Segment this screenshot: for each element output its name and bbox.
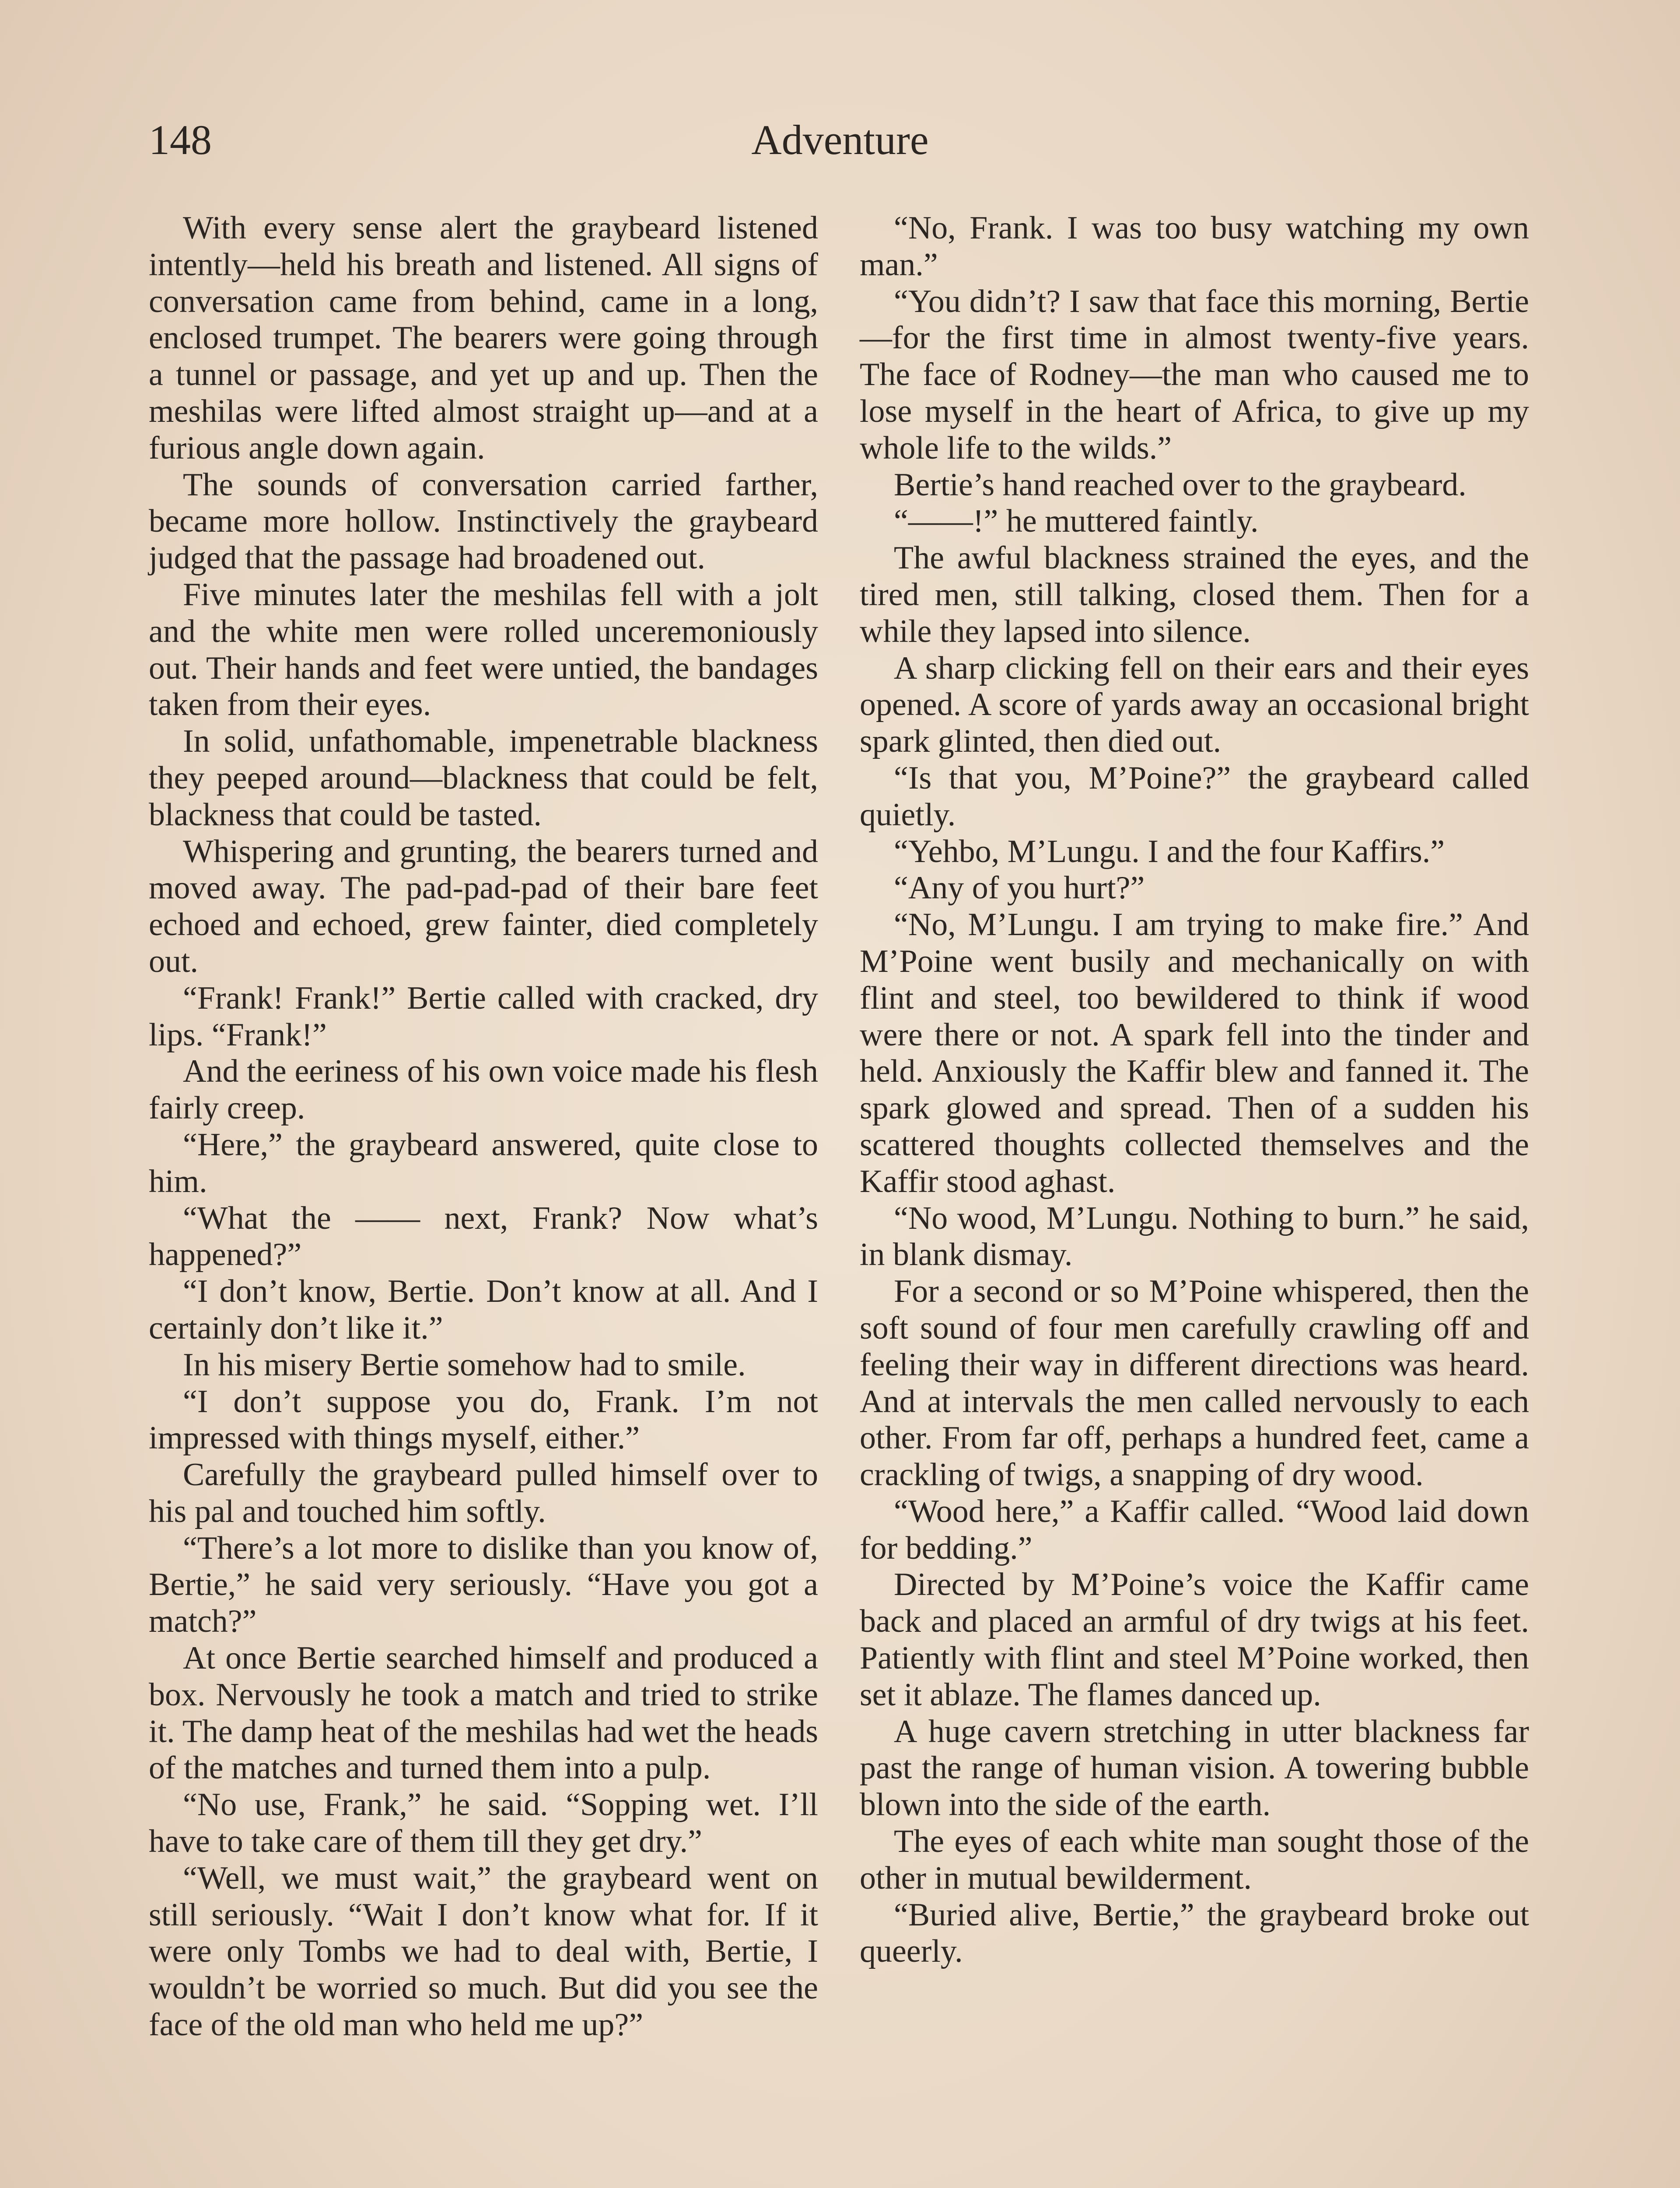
paragraph: “Any of you hurt?” [894,870,1145,906]
paragraph: For a second or so M’Poine whispered, then the soft sound of four men carefully crawling off and feeling their way in different directions was heard. And at intervals the men called nervously to each other. From far off, perhaps a hundred feet, came a crackling of twigs, a snapping of dry wood. [860,1273,1529,1493]
paragraph: “Wood here,” a Kaffir called. “Wood laid down for bedding.” [860,1493,1529,1566]
paragraph: “Well, we must wait,” the graybeard went on still seriously. “Wait I don’t know what for. If it were only Tombs we had to deal with, Bertie, I wouldn’t be worried so much. But did you see the face of the old man who held me up?” [149,1860,818,2043]
paragraph: At once Bertie searched himself and produced a box. Nervously he took a match and tried to strike it. The damp heat of the meshilas had wet the heads of the matches and turned them into a pulp. [149,1640,818,1786]
right-column [860,210,1529,1970]
paragraph: Carefully the graybeard pulled himself over to his pal and touched him softly. [149,1457,818,1529]
paragraph: Bertie’s hand reached over to the graybeard. [894,466,1466,503]
paragraph: Five minutes later the meshilas fell with a jolt and the white men were rolled unceremoniously out. Their hands and feet were untied, the bandages taken from their eyes. [149,576,818,723]
paragraph: A sharp clicking fell on their ears and their eyes opened. A score of yards away an occasional bright spark glinted, then died out. [860,650,1529,760]
paragraph: “I don’t suppose you do, Frank. I’m not impressed with things myself, either.” [149,1383,818,1456]
paragraph: “You didn’t? I saw that face this morning, Bertie—for the first time in almost twenty-five years. The face of Rodney—the man who caused me to lose myself in the heart of Africa, to give up my whole life to the wilds.” [860,283,1529,466]
paragraph: And the eeriness of his own voice made his flesh fairly creep. [149,1053,818,1126]
paragraph: “Buried alive, Bertie,” the graybeard broke out queerly. [860,1897,1529,1970]
paragraph: “No, Frank. I was too busy watching my own man.” [860,210,1529,283]
paragraph: “No, M’Lungu. I am trying to make fire.” And M’Poine went busily and mechanically on with flint and steel, too bewildered to think if wood were there or not. A spark fell into the tinder and held. Anxiously the Kaffir blew and fanned it. The spark glowed and spread. Then of a sudden his scattered thoughts collected themselves and the Kaffir stood aghast. [860,907,1529,1199]
paragraph: The sounds of conversation carried farther, became more hollow. Instinctively the graybeard judged that the passage had broadened out. [149,466,818,576]
paragraph: “I don’t know, Bertie. Don’t know at all. And I certainly don’t like it.” [149,1273,818,1346]
left-column [149,210,818,2044]
paragraph: “Frank! Frank!” Bertie called with cracked, dry lips. “Frank!” [149,980,818,1053]
paragraph: “No use, Frank,” he said. “Sopping wet. I’ll have to take care of them till they get dry.” [149,1787,818,1860]
paragraph: “——!” he muttered faintly. [894,503,1259,540]
paragraph: In his misery Bertie somehow had to smile. [183,1346,746,1383]
paragraph: “Yehbo, M’Lungu. I and the four Kaffirs.” [894,833,1445,870]
paragraph: “No wood, M’Lungu. Nothing to burn.” he said, in blank dismay. [860,1200,1529,1273]
paragraph: “What the —— next, Frank? Now what’s happened?” [149,1200,818,1273]
running-title: Adventure [751,116,929,163]
paragraph: A huge cavern stretching in utter blackness far past the range of human vision. A towering bubble blown into the side of the earth. [860,1713,1529,1823]
paragraph: Directed by M’Poine’s voice the Kaffir came back and placed an armful of dry twigs at his feet. Patiently with flint and steel M’Poine worked, then set it ablaze. The flames danced up. [860,1567,1529,1713]
page-header [149,109,1531,171]
paragraph: “There’s a lot more to dislike than you know of, Bertie,” he said very seriously. “Have you got a match?” [149,1530,818,1640]
paragraph: “Is that you, M’Poine?” the graybeard called quietly. [860,760,1529,833]
page-number: 148 [149,116,212,163]
paragraph: The awful blackness strained the eyes, and the tired men, still talking, closed them. Then for a while they lapsed into silence. [860,540,1529,649]
paragraph: “Here,” the graybeard answered, quite close to him. [149,1126,818,1199]
paragraph: In solid, unfathomable, impenetrable blackness they peeped around—blackness that could be felt, blackness that could be tasted. [149,723,818,833]
paragraph: The eyes of each white man sought those of the other in mutual bewilderment. [860,1823,1529,1896]
paragraph: Whispering and grunting, the bearers turned and moved away. The pad-pad-pad of their bare feet echoed and echoed, grew fainter, died completely out. [149,833,818,979]
paragraph: With every sense alert the graybeard listened intently—held his breath and listened. All signs of conversation came from behind, came in a long, enclosed trumpet. The bearers were going through a tunnel or passage, and yet up and up. Then the meshilas were lifted almost straight up—and at a furious angle down again. [149,210,818,466]
